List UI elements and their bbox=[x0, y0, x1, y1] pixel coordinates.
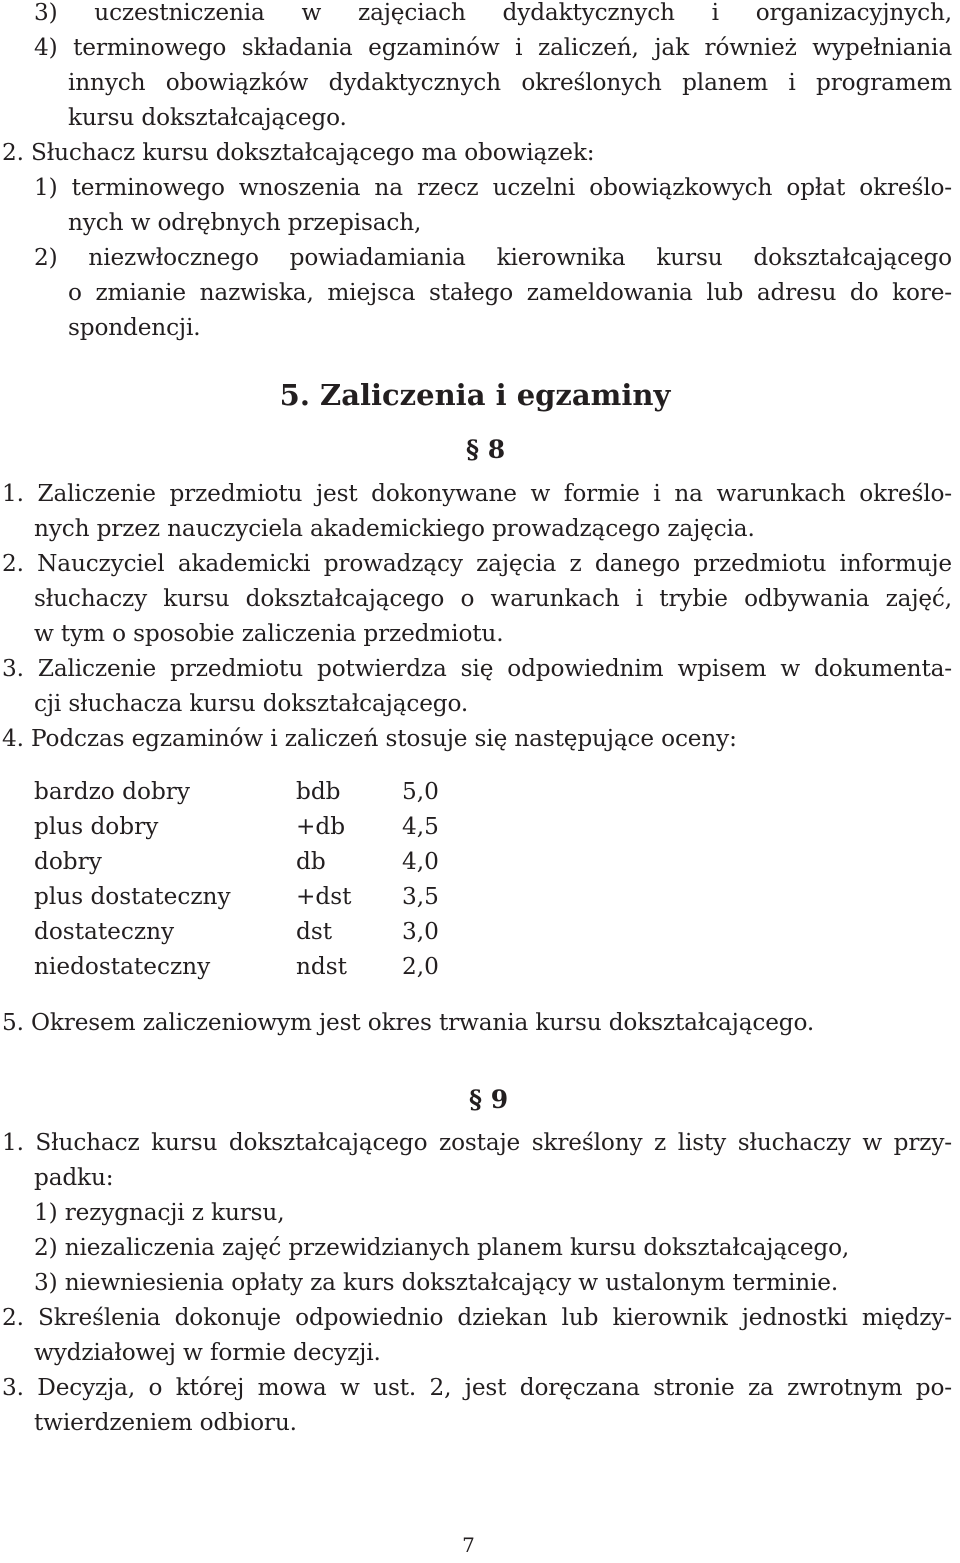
text-line: 1. Słuchacz kursu dokształcającego zostaje skreślony z listy słuchaczy w przy- bbox=[2, 1129, 952, 1156]
grade-value: 3,5 bbox=[402, 883, 439, 910]
text-line: 5. Okresem zaliczeniowym jest okres trwania kursu dokształcającego. bbox=[2, 1009, 815, 1036]
grade-abbreviation: +dst bbox=[296, 883, 352, 910]
grade-value: 5,0 bbox=[402, 778, 439, 805]
grade-abbreviation: db bbox=[296, 848, 326, 875]
text-line: 2. Nauczyciel akademicki prowadzący zajęcia z danego przedmiotu informuje bbox=[2, 550, 952, 577]
section-heading: 5. Zaliczenia i egzaminy bbox=[279, 378, 671, 412]
grade-abbreviation: ndst bbox=[296, 953, 347, 980]
text-line: 1. Zaliczenie przedmiotu jest dokonywane w formie i na warunkach określo- bbox=[2, 480, 952, 507]
text-line: nych w odrębnych przepisach, bbox=[68, 209, 422, 236]
text-line: 2. Słuchacz kursu dokształcającego ma obowiązek: bbox=[2, 139, 595, 166]
grade-name: dobry bbox=[34, 848, 102, 875]
text-line: 2) niezaliczenia zajęć przewidzianych planem kursu dokształcającego, bbox=[34, 1234, 850, 1261]
text-line: o zmianie nazwiska, miejsca stałego zameldowania lub adresu do kore- bbox=[68, 279, 952, 306]
text-line: słuchaczy kursu dokształcającego o warunkach i trybie odbywania zajęć, bbox=[34, 585, 952, 612]
text-line: padku: bbox=[34, 1164, 114, 1191]
paragraph-sign: § 8 bbox=[466, 435, 506, 464]
text-line: kursu dokształcającego. bbox=[68, 104, 347, 131]
text-line: 4. Podczas egzaminów i zaliczeń stosuje się następujące oceny: bbox=[2, 725, 737, 752]
grade-value: 3,0 bbox=[402, 918, 439, 945]
text-line: spondencji. bbox=[68, 314, 201, 341]
text-line: 4) terminowego składania egzaminów i zaliczeń, jak również wypełniania bbox=[34, 34, 952, 61]
grade-name: dostateczny bbox=[34, 918, 175, 945]
text-line: cji słuchacza kursu dokształcającego. bbox=[34, 690, 469, 717]
text-line: 1) terminowego wnoszenia na rzecz uczelni obowiązkowych opłat określo- bbox=[34, 174, 952, 201]
text-line: innych obowiązków dydaktycznych określonych planem i programem bbox=[68, 69, 952, 96]
text-line: 3) niewniesienia opłaty za kurs dokształcający w ustalonym terminie. bbox=[34, 1269, 839, 1296]
grade-value: 4,5 bbox=[402, 813, 439, 840]
text-line: twierdzeniem odbioru. bbox=[34, 1409, 297, 1436]
text-line: 2. Skreślenia dokonuje odpowiednio dziekan lub kierownik jednostki między- bbox=[2, 1304, 952, 1331]
paragraph-sign: § 9 bbox=[469, 1085, 509, 1114]
grade-name: plus dobry bbox=[34, 813, 159, 840]
grade-value: 4,0 bbox=[402, 848, 439, 875]
grade-name: plus dostateczny bbox=[34, 883, 231, 910]
text-line: 3. Zaliczenie przedmiotu potwierdza się odpowiednim wpisem w dokumenta- bbox=[2, 655, 952, 682]
text-line: wydziałowej w formie decyzji. bbox=[34, 1339, 381, 1366]
grade-abbreviation: +db bbox=[296, 813, 346, 840]
grade-value: 2,0 bbox=[402, 953, 439, 980]
grade-abbreviation: dst bbox=[296, 918, 333, 945]
text-line: 2) niezwłocznego powiadamiania kierownika kursu dokształcającego bbox=[34, 244, 952, 271]
text-line: w tym o sposobie zaliczenia przedmiotu. bbox=[34, 620, 504, 647]
grade-name: niedostateczny bbox=[34, 953, 211, 980]
grade-name: bardzo dobry bbox=[34, 778, 190, 805]
text-line: 1) rezygnacji z kursu, bbox=[34, 1199, 285, 1226]
grade-abbreviation: bdb bbox=[296, 778, 341, 805]
page-number: 7 bbox=[462, 1533, 475, 1557]
text-line: nych przez nauczyciela akademickiego prowadzącego zajęcia. bbox=[34, 515, 755, 542]
text-line: 3. Decyzja, o której mowa w ust. 2, jest doręczana stronie za zwrotnym po- bbox=[2, 1374, 952, 1401]
text-line: 3) uczestniczenia w zajęciach dydaktycznych i organizacyjnych, bbox=[34, 0, 952, 26]
